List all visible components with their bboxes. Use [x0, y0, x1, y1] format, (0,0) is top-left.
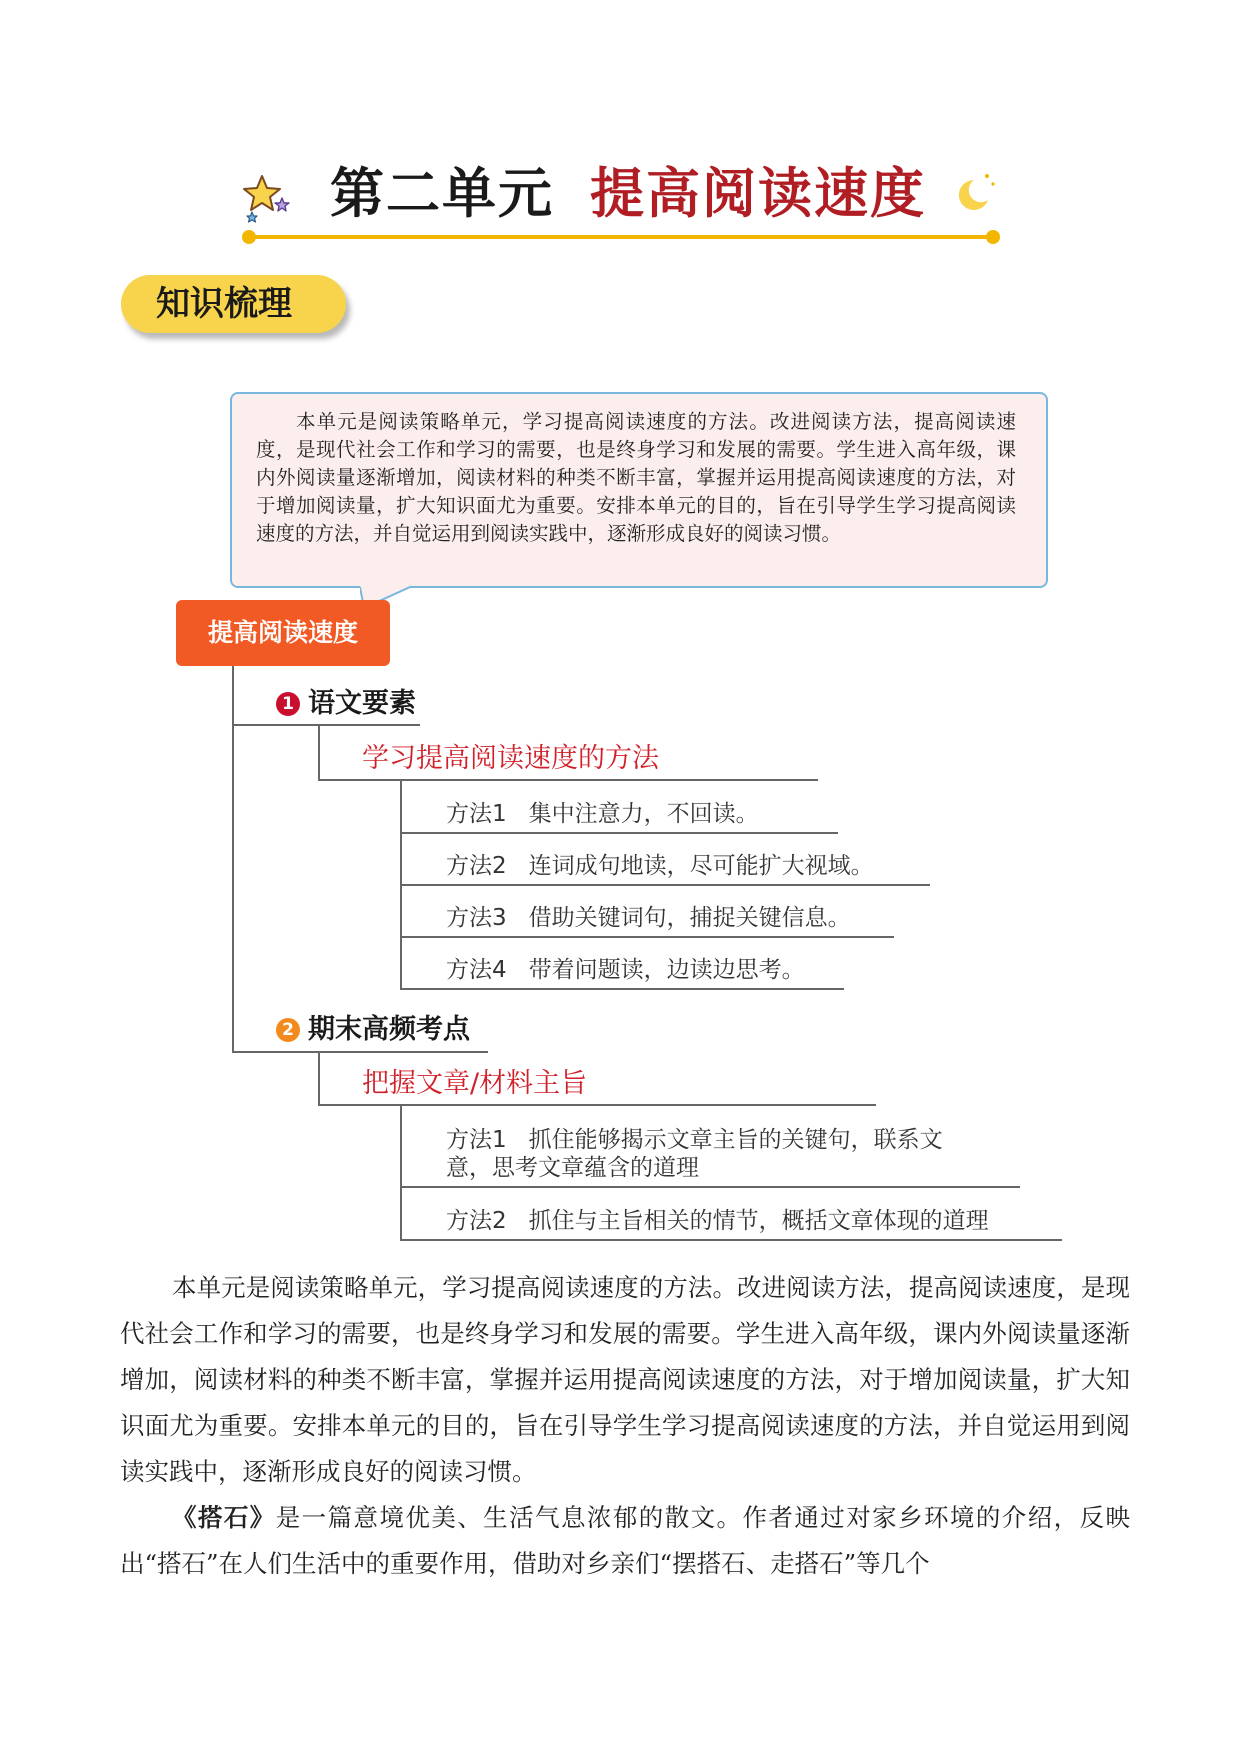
- method-text: 抓住与主旨相关的情节，概括文章体现的道理: [528, 1208, 989, 1234]
- branch-1-subtitle: 学习提高阅读速度的方法: [362, 743, 659, 774]
- stars-icon: [240, 172, 292, 224]
- mindmap-root: 提高阅读速度: [176, 600, 390, 666]
- branch-2-label: 期末高频考点: [308, 1014, 470, 1045]
- section-label: 知识梳理: [121, 275, 346, 333]
- connector: [318, 726, 320, 780]
- method-text: 带着问题读，边读边思考。: [528, 957, 805, 983]
- connector: [318, 1053, 320, 1105]
- method-label: 方法1: [446, 1127, 507, 1153]
- underline-dot-left: [242, 230, 256, 244]
- connector: [318, 779, 818, 781]
- connector: [400, 936, 894, 938]
- method-item-cont: 意，思考文章蕴含的道理: [446, 1155, 699, 1181]
- connector: [400, 884, 930, 886]
- method-item: [446, 852, 874, 880]
- book-title: 《搭石》: [172, 1503, 276, 1532]
- branch-2-title: [276, 1012, 470, 1048]
- connector: [400, 1239, 1062, 1241]
- unit-title: [330, 160, 926, 226]
- connector: [400, 988, 844, 990]
- method-label: 方法4: [446, 957, 507, 983]
- method-label: 方法2: [446, 853, 507, 879]
- method-text: 连词成句地读，尽可能扩大视域。: [528, 853, 874, 879]
- unit-topic: 提高阅读速度: [590, 161, 926, 225]
- method-item: [446, 956, 805, 984]
- intro-bubble: 本单元是阅读策略单元，学习提高阅读速度的方法。改进阅读方法，提高阅读速度，是现代社会工作和学习的需要，也是终身学习和发展的需要。学生进入高年级，课内外阅读量逐渐增加，阅读材料的种类不断丰富，掌握并运用提高阅读速度的方法，对于增加阅读量，扩大知识面尤为重要。安排本单元的目的，旨在引导学生学习提高阅读速度的方法，并自觉运用到阅读实践中，逐渐形成良好的阅读习惯。: [230, 392, 1048, 588]
- paragraph-text: 是一篇意境优美、生活气息浓郁的散文。作者通过对家乡环境的介绍，反映出“搭石”在人们生活中的重要作用，借助对乡亲们“摆搭石、走搭石”等几个: [120, 1503, 1131, 1578]
- body-paragraph-1: 本单元是阅读策略单元，学习提高阅读速度的方法。改进阅读方法，提高阅读速度，是现代社会工作和学习的需要，也是终身学习和发展的需要。学生进入高年级，课内外阅读量逐渐增加，阅读材料的种类不断丰富，掌握并运用提高阅读速度的方法，对于增加阅读量，扩大知识面尤为重要。安排本单元的目的，旨在引导学生学习提高阅读速度的方法，并自觉运用到阅读实践中，逐渐形成良好的阅读习惯。: [120, 1273, 1130, 1486]
- branch-1-number: 1: [276, 692, 300, 716]
- body-paragraph-2: [120, 1495, 1130, 1587]
- method-label: 方法3: [446, 905, 507, 931]
- branch-2-number: 2: [276, 1018, 300, 1042]
- connector: [400, 1186, 1020, 1188]
- method-label: 方法1: [446, 801, 507, 827]
- method-text: 借助关键词句，捕捉关键信息。: [528, 905, 851, 931]
- unit-number: 第二单元: [330, 161, 554, 225]
- branch-1-title: [276, 686, 416, 722]
- method-text: 抓住能够揭示文章主旨的关键句，联系文: [528, 1127, 943, 1153]
- connector: [232, 1051, 488, 1053]
- method-item: [446, 904, 851, 932]
- moon-icon: [952, 170, 998, 212]
- method-label: 方法2: [446, 1208, 507, 1234]
- heading-underline: [248, 235, 988, 239]
- branch-1-label: 语文要素: [308, 688, 416, 719]
- unit-heading: [240, 160, 1000, 240]
- method-item: [446, 1126, 943, 1154]
- method-text: 集中注意力，不回读。: [528, 801, 759, 827]
- connector: [232, 724, 420, 726]
- connector: [400, 1106, 402, 1240]
- method-item: [446, 1207, 989, 1235]
- branch-2-subtitle: 把握文章/材料主旨: [362, 1068, 588, 1099]
- method-item: [446, 800, 759, 828]
- connector: [400, 832, 838, 834]
- underline-dot-right: [986, 230, 1000, 244]
